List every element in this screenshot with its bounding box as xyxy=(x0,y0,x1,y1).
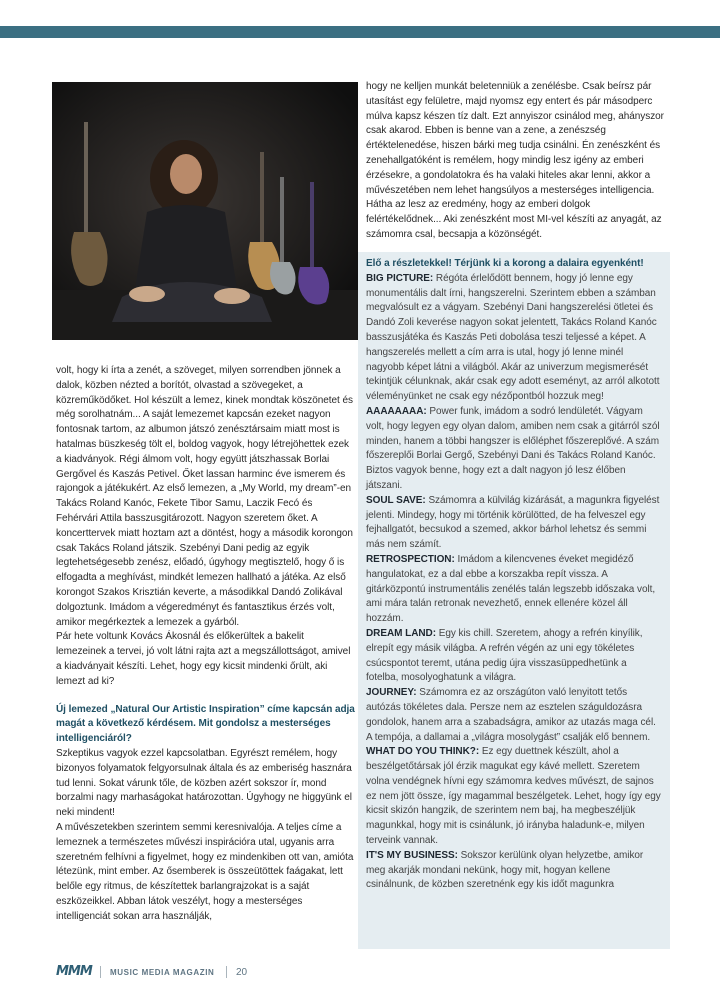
track-label: DREAM LAND: xyxy=(366,627,436,639)
track-label: BIG PICTURE: xyxy=(366,272,434,284)
track-text: Számomra a külvilág kizárását, a magunkra figyelést jelenti. Mindegy, hogy mi történik körülötted, de ha felveszel egy fejhallgatót, becsukod a szemed, akkor bárhol lehetsz és semmi más nem számít. xyxy=(366,494,660,551)
footer-divider xyxy=(100,966,101,978)
track-list xyxy=(366,257,661,893)
magazine-logo: MMM xyxy=(56,964,92,979)
track-label: IT'S MY BUSINESS: xyxy=(366,849,458,861)
track-item xyxy=(366,686,661,745)
track-label: AAAAAAAA: xyxy=(366,405,427,417)
track-item xyxy=(366,627,661,686)
person-with-guitars-photo xyxy=(52,82,358,340)
track-text: Imádom a kilencvenes éveket megidéző hangulatokat, ez a dal ebbe a korszakba repít vissza. A gitárközpontú instrumentális zenélés talán legszebb időszaka volt, ami mára talán retronak nevezhető, ennek ellenére közel áll hozzám. xyxy=(366,553,656,625)
magazine-name: MUSIC MEDIA MAGAZIN xyxy=(110,968,215,977)
box-heading: Elő a részletekkel! Térjünk ki a korong a dalaira egyenként! xyxy=(366,258,644,269)
track-item xyxy=(366,494,661,553)
track-text: Sokszor kerülünk olyan helyzetbe, amikor meg akarják mondani nekünk, hogy mit, hogyan kellene csinálnunk, de közben szeretnénk egy kis időt magunkra xyxy=(366,849,644,891)
track-item xyxy=(366,272,661,405)
track-label: RETROSPECTION: xyxy=(366,553,455,565)
paragraph: A művészetekben szerintem semmi keresnivalója. A teljes címe a lemeznek a természetes művészi inspirációra utal, ugyanis arra szeretném felhívni a figyelmet, hogy ez mindenkiben ott van, amióta létezünk, mint ember. Az ősemberek is összeütöttek faágakat, lett belőle egy ritmus, de készítettek barlangrajzokat is a saját eszközeikkel. Abban látok veszélyt, hogy a mesterséges intelligenciát sokan arra használják, xyxy=(56,821,354,922)
article-column-left xyxy=(56,364,356,924)
paragraph: volt, hogy ki írta a zenét, a szöveget, milyen sorrendben jönnek a dalok, közben nézted a borítót, olvastad a szövegeket, a közreműködőket. Hol készült a lemez, kinek mondtak köszönetet és még sorolhatnám... A saját lemezemet kapcsán ezeket nagyon fontosnak tartom, az albumon játszó zenésztársaim miatt most is hatalmas büszkeség tölt el, boldog vagyok, hogy létrejöhettek ezek a kiadványok. Régi álmom volt, hogy együtt játszhassak Borlai Gergővel és Kaszás Petivel. Őket lassan harminc éve ismerem és rajongok a játékukért. Az első lemezen, a „My World, my dream”-en Takács Roland Kanóc, Fekete Tibor Samu, Laczik Fecó és Fehérvári Attila basszusgitározott. Nagyon szeretem őket. A koncerttervek miatt hoztam azt a döntést, hogy a második korongon csak Takács Roland játszik. Szebényi Dani pedig az egyik legtehetségesebb zenész, előadó, úgyhogy megtisztelő, hogy ő is elfogadta a meghívást, mindkét lemezen hallható a játéka. Az első korongot Szakos Krisztián keverte, a másodikkal Dandó Zolikával dolgoztunk. Imádom a végeredményt és fantasztikus érzés volt, amikor megérkeztek a lemezek a gyárból. xyxy=(56,365,353,628)
track-label: SOUL SAVE: xyxy=(366,494,426,506)
paragraph: Pár hete voltunk Kovács Ákosnál és előkerültek a bakelit lemezeinek a tervei, jó volt látni rajta azt a megszállottságot, amivel a kiadványait készíti. Lehet, hogy egy kicsit mindenki őrült, aki lemezt ad ki? xyxy=(56,631,351,687)
page-number: 20 xyxy=(236,967,248,978)
paragraph: hogy ne kelljen munkát beletenniük a zenélésbe. Csak beírsz pár utasítást egy felületre, majd nyomsz egy entert és pár másodperc múlva kapsz készen tíz dalt. Ezt annyiszor csinálod meg, ahányszor csak akarod. Ebben is benne van a zene, a zenészség értéktelenedése, hiszen bárki meg tudja csinálni. Én zenészként és zenehallgatóként is remélem, hogy mindig lesz igény az emberi érzésekre, a gondolatokra és ha valaki hiteles akar lenni, akkor a művészetében nem lehet hangsúlyos a mesterséges intelligencia. Hátha az lesz az eredmény, hogy az emberi dolgok felértékelődnek... Aki zenészként most MI-vel készíti az anyagát, az számomra csal, becsapja a közönségét. xyxy=(366,81,664,240)
top-color-bar xyxy=(0,26,720,38)
track-text: Power funk, imádom a sodró lendületét. Vágyam volt, hogy legyen egy olyan dalom, amiben nem csak a gitárról szól minden, hanem a többi hangszer is előléphet főszereplővé. A szám főszereplői Borlai Gergő, Szebényi Dani és Takács Roland Kanóc. Biztos vagyok benne, hogy ezt a dalt nagyon jó lesz élőben játszani. xyxy=(366,405,660,491)
track-text: Régóta érlelődött bennem, hogy jó lenne egy monumentális dalt írni, hangszerelni. Szerintem ebben a számban megvalósult ez a vágyam. Szebényi Dani hangszerelési ötletei és Dandó Zoli keverése nagyon sokat jelentett, Takács Roland Kanóc basszusjátéka és Kaszás Peti dobolása teszi teljessé a képet. A hangszerelés mellett a cím arra is utal, hogy jó lenne minél nagyobb képet látni a világból. Akár az univerzum megismerését tekintjük célunknak, akár csak egy adott eseményt, az arról alkotott véleményünket ne csak egy nézőpontból hozzuk meg! xyxy=(366,272,660,403)
interview-question: Új lemezed „Natural Our Artistic Inspiration” címe kapcsán adja magát a következő kérdésem. Mit gondolsz a mesterséges intelligenciáról? xyxy=(56,703,355,745)
track-item xyxy=(366,849,661,893)
footer-divider xyxy=(226,966,227,978)
track-by-track-box xyxy=(358,252,670,949)
track-item xyxy=(366,745,661,849)
track-item xyxy=(366,553,661,627)
artist-photo xyxy=(52,82,358,340)
track-item xyxy=(366,405,661,494)
track-text: Egy kis chill. Szeretem, ahogy a refrén kinyílik, elrepít egy másik világba. A refrén végén az uni egy tökéletes csúcspontot teremt, utána pedig újra visszasüppedhetünk a fotelba, mosolyoghatunk a világra. xyxy=(366,627,643,684)
track-text: Számomra ez az országúton való lenyitott tetős autózás tökéletes dala. Persze nem az esztelen száguldozásra gondolok, hanem arra a szabadságra, amikor az utazás maga cél. A tempója, a dallamai a „világra mosolygást” csalják elő bennem. xyxy=(366,687,656,743)
paragraph: Szkeptikus vagyok ezzel kapcsolatban. Egyrészt remélem, hogy bizonyos folyamatok felgyorsulnak általa és az emberiség hasznára tud lenni. Sokat várunk tőle, de közben azért sokszor ír, mond borzalmi nagy marhaságokat határozottan. Úgyhogy ne higgyünk el neki mindent! xyxy=(56,747,352,819)
track-text: Ez egy duettnek készült, ahol a beszélgetőtársak jól érzik magukat egy kávé mellett. Szeretem volna vendégnek hívni egy számomra kedves művészt, de sajnos ez nem jött össze, így magammal beszélgetek. Lehet, hogy így egy kicsit skizón hangzik, de szerintem nem baj, ha megbeszéljük magunkkal, hogy mit is csinálunk, jó irányba haladunk-e, milyen terveink vannak. xyxy=(366,746,661,847)
track-label: WHAT DO YOU THINK?: xyxy=(366,746,480,758)
track-label: JOURNEY: xyxy=(366,687,417,699)
article-column-right-top xyxy=(366,80,668,243)
page-footer xyxy=(56,962,356,984)
